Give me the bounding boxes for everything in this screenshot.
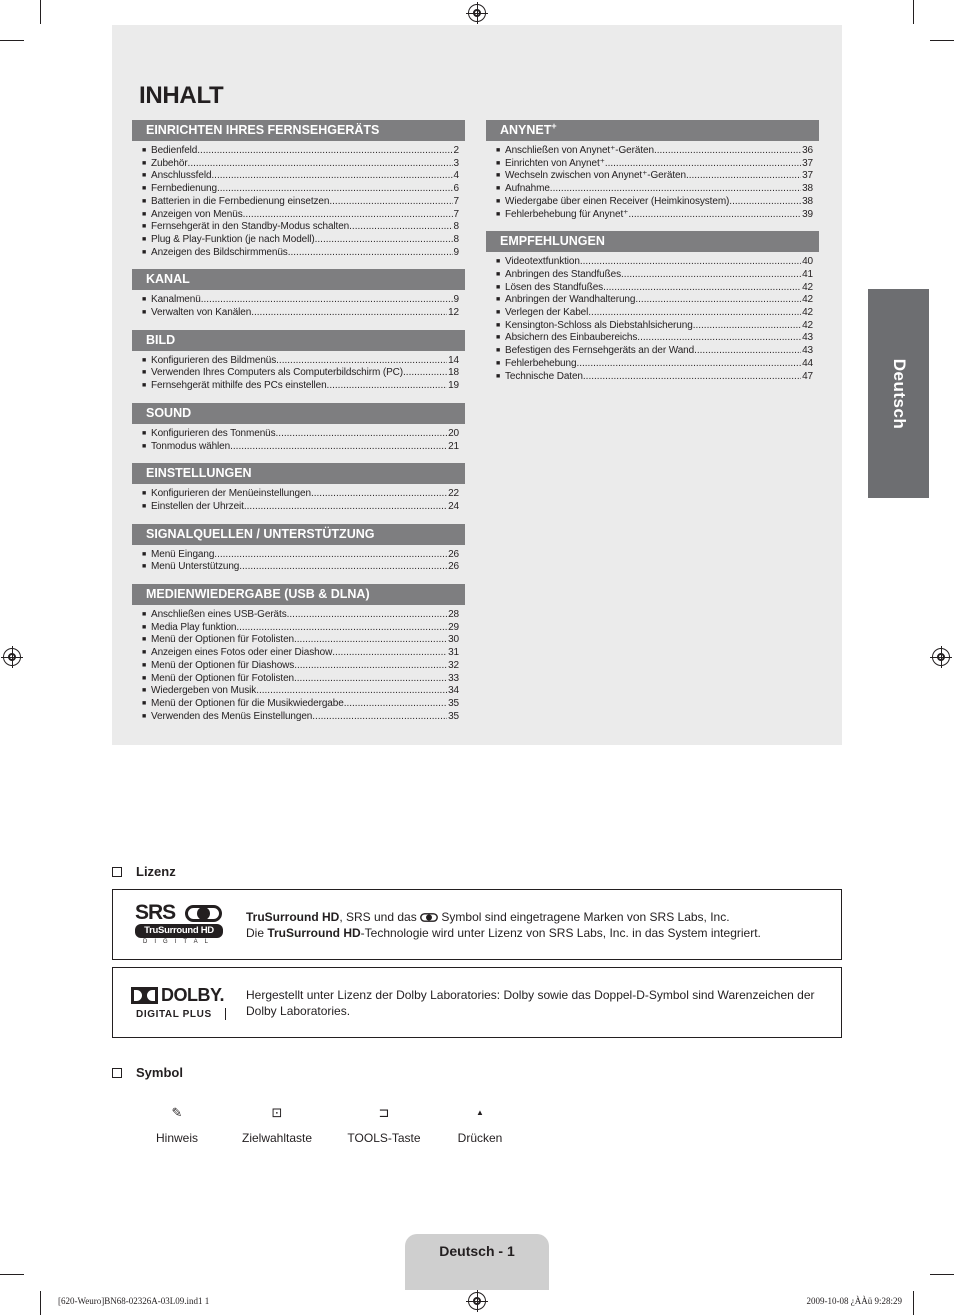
toc-section-bild [132, 330, 465, 393]
dot-leader [236, 622, 447, 635]
square-bullet-icon: ■ [496, 347, 501, 355]
toc-entry-label: Konfigurieren des Bildmenüs [151, 354, 277, 366]
toc-entry [496, 332, 813, 345]
toc-entry [142, 698, 459, 711]
toc-entry [496, 282, 813, 295]
toc-entry-page: 42 [802, 294, 813, 306]
note-icon: ✎ [171, 1105, 183, 1120]
dot-leader [693, 320, 801, 333]
toc-entry [142, 549, 459, 562]
srs-license-box [112, 889, 842, 960]
toc-entry-label: Einrichten von Anynet⁺ [505, 157, 605, 169]
square-bullet-icon: ■ [142, 636, 147, 644]
dot-leader [239, 561, 447, 574]
square-bullet-icon: ■ [142, 248, 147, 256]
dolby-license-text: Hergestellt unter Lizenz der Dolby Laboratories: Dolby sowie das Doppel-D-Symbol sind Warenzeichen der Dolby Laboratories. [246, 988, 815, 1018]
dot-leader [605, 158, 801, 171]
square-bullet-icon: ■ [142, 611, 147, 619]
toc-entry-label: Bedienfeld [151, 145, 198, 156]
dot-leader [197, 145, 452, 158]
square-bullet-icon: ■ [142, 661, 147, 669]
toc-entry [496, 145, 813, 158]
dot-leader [628, 209, 801, 222]
toc-entry [142, 622, 459, 635]
toc-entry-label: Fehlerbehebung für Anynet⁺ [505, 208, 629, 220]
symbol-item-hinweis: ✎ Hinweis [147, 1105, 207, 1145]
dot-leader [256, 685, 447, 698]
crop-mark [0, 1274, 24, 1275]
square-bullet-icon: ■ [496, 296, 501, 304]
toc-entry-page: 4 [453, 170, 459, 182]
toc-section-header: KANAL [132, 269, 465, 290]
dot-leader [588, 307, 801, 320]
checkbox-bullet-icon [112, 1068, 122, 1078]
toc-column-left [132, 120, 465, 733]
toc-entry-label: Anschlussfeld [151, 170, 212, 182]
square-bullet-icon: ■ [142, 223, 147, 231]
toc-entry-label: Fernsehgerät mithilfe des PCs einstellen [151, 380, 327, 392]
dot-leader [729, 196, 801, 209]
toc-entry [496, 320, 813, 333]
toc-entry-label: Menü der Optionen für Fotolisten [151, 634, 294, 646]
square-bullet-icon: ■ [142, 563, 147, 571]
toc-entry-page: 8 [453, 221, 459, 233]
toc-entry-label: Verwenden Ihres Computers als Computerbildschirm (PC) [151, 367, 404, 379]
square-bullet-icon: ■ [142, 429, 147, 437]
toc-column-right [486, 120, 819, 393]
square-bullet-icon: ■ [142, 235, 147, 243]
toc-entry [142, 145, 459, 158]
toc-entry-page: 14 [448, 354, 459, 366]
language-side-tab-label: Deutsch [889, 358, 909, 429]
toc-entry [142, 634, 459, 647]
toc-entry-label: Verwalten von Kanälen [151, 307, 252, 319]
toc-entry-page: 42 [802, 307, 813, 319]
toc-entry-page: 26 [448, 548, 459, 560]
toc-entry-page: 39 [802, 208, 813, 220]
toc-entry [142, 441, 459, 454]
square-bullet-icon: ■ [142, 309, 147, 317]
toc-section-einstellungen [132, 463, 465, 513]
toc-entry-page: 12 [448, 307, 459, 319]
toc-entry-label: Anschließen von Anynet⁺-Geräten [505, 145, 654, 156]
symbol-heading [112, 1065, 183, 1080]
registration-mark-icon [932, 648, 950, 666]
toc-entry [142, 501, 459, 514]
crop-mark [913, 1291, 914, 1315]
toc-entry [142, 660, 459, 673]
toc-entry-page: 9 [453, 246, 459, 258]
dot-leader [349, 221, 452, 234]
dot-leader [403, 367, 447, 380]
toc-entry-label: Media Play funktion [151, 621, 237, 633]
toc-entry-label: Kensington-Schloss als Diebstahlsicherung [505, 319, 693, 331]
toc-entry [142, 196, 459, 209]
dot-leader [251, 307, 447, 320]
toc-entry-page: 34 [448, 685, 459, 697]
registration-mark-icon [468, 1292, 486, 1310]
toc-entry [142, 170, 459, 183]
toc-entry [496, 183, 813, 196]
dot-leader [287, 609, 447, 622]
square-bullet-icon: ■ [142, 210, 147, 218]
square-bullet-icon: ■ [142, 356, 147, 364]
toc-section-sound [132, 403, 465, 453]
toc-entry-page: 33 [448, 672, 459, 684]
toc-entry-page: 2 [453, 145, 459, 156]
page-number-tab [405, 1234, 549, 1290]
toc-section-header: EINRICHTEN IHRES FERNSEHGERÄTS [132, 120, 465, 141]
crop-mark [0, 40, 24, 41]
dot-leader [635, 294, 801, 307]
dot-leader [230, 441, 447, 454]
square-bullet-icon: ■ [496, 359, 501, 367]
toc-entry-page: 31 [448, 647, 459, 659]
toc-entry-label: Fehlerbehebung [505, 357, 577, 369]
toc-entry [142, 355, 459, 368]
square-bullet-icon: ■ [496, 321, 501, 329]
toc-entry-label: Batterien in die Fernbedienung einsetzen [151, 195, 330, 207]
toc-entry [142, 158, 459, 171]
toc-entry [496, 209, 813, 222]
square-bullet-icon: ■ [496, 147, 501, 154]
toc-entry [142, 711, 459, 724]
toc-entry-label: Anschließen eines USB-Geräts [151, 609, 287, 621]
toc-section-anynet [486, 120, 819, 221]
dolby-logo-icon: DOLBY. DIGITAL PLUS [131, 986, 229, 1022]
dot-leader [294, 673, 447, 686]
toc-entry-page: 3 [453, 157, 459, 169]
square-bullet-icon: ■ [142, 490, 147, 498]
registration-mark-icon [3, 648, 21, 666]
srs-logo-icon: SRS TruSurround HD DIGITAL [135, 903, 223, 947]
dot-leader [603, 282, 801, 295]
toc-item-list [132, 484, 465, 513]
toc-entry [142, 209, 459, 222]
toc-entry-label: Wechseln zwischen von Anynet⁺-Geräten [505, 170, 686, 182]
dot-leader [311, 488, 447, 501]
toc-entry-label: Technische Daten [505, 370, 583, 382]
toc-item-list [486, 141, 819, 221]
toc-entry-label: Anzeigen von Menüs [151, 208, 243, 220]
square-bullet-icon: ■ [496, 185, 501, 193]
crop-mark [930, 40, 954, 41]
toc-entry-page: 41 [802, 268, 813, 280]
square-bullet-icon: ■ [142, 699, 147, 707]
toc-entry [142, 294, 459, 307]
toc-entry-page: 30 [448, 634, 459, 646]
dot-leader [211, 170, 452, 183]
toc-entry [142, 488, 459, 501]
toc-entry-label: Menü der Optionen für Diashows [151, 659, 295, 671]
toc-entry-page: 7 [453, 195, 459, 207]
dot-leader [332, 647, 447, 660]
dot-leader [576, 358, 801, 371]
toc-entry [496, 196, 813, 209]
dolby-license-box [112, 967, 842, 1038]
square-bullet-icon: ■ [142, 712, 147, 720]
dot-leader [344, 698, 447, 711]
toc-entry-page: 20 [448, 427, 459, 439]
toc-entry-label: Einstellen der Uhrzeit [151, 500, 244, 512]
one-touch-icon: ⊡ [271, 1105, 283, 1120]
toc-section-medienwiedergabe-usb-dlna [132, 584, 465, 723]
toc-item-list [486, 252, 819, 383]
toc-entry-label: Zubehör [151, 157, 188, 169]
srs-license-text: TruSurround HD, SRS und das Symbol sind eingetragene Marken von SRS Labs, Inc. Die TruSurround HD-Technologie wird unter Lizenz von SRS Labs, Inc. in das System integriert. [246, 910, 761, 940]
dot-leader [312, 711, 447, 724]
dot-leader [694, 345, 801, 358]
toc-item-list [132, 351, 465, 393]
toc-entry [142, 367, 459, 380]
toc-entry-label: Wiedergabe über einen Receiver (Heimkinosystem) [505, 195, 730, 207]
toc-title: INHALT [139, 82, 224, 109]
toc-entry-page: 36 [802, 145, 813, 156]
dot-leader [294, 634, 447, 647]
dot-leader [315, 234, 453, 247]
print-slug-right: 2009-10-08 ¿ÀÀü 9:28:29 [806, 1296, 902, 1306]
toc-entry-page: 35 [448, 710, 459, 722]
crop-mark [40, 0, 41, 24]
toc-entry-label: Lösen des Standfußes [505, 281, 604, 293]
square-bullet-icon: ■ [142, 369, 147, 377]
symbol-heading-text: Symbol [136, 1065, 183, 1080]
symbol-item-tools-taste: ⊐ TOOLS-Taste [342, 1105, 426, 1145]
dot-leader [214, 549, 447, 562]
press-icon: ▲ [476, 1108, 484, 1117]
toc-entry [142, 234, 459, 247]
toc-entry-label: Konfigurieren der Menüeinstellungen [151, 488, 311, 500]
toc-entry-label: Menü Unterstützung [151, 561, 240, 573]
toc-entry-page: 24 [448, 500, 459, 512]
toc-entry-label: Menü der Optionen für die Musikwiedergabe [151, 697, 344, 709]
dot-leader [327, 380, 448, 393]
toc-entry [496, 294, 813, 307]
toc-entry-label: Fernsehgerät in den Standby-Modus schalten [151, 221, 350, 233]
dot-leader [217, 183, 453, 196]
toc-entry-label: Verlegen der Kabel [505, 307, 589, 319]
toc-entry [142, 247, 459, 260]
square-bullet-icon: ■ [496, 210, 501, 218]
toc-entry [496, 256, 813, 269]
symbol-item-druecken: ▲ Drücken [451, 1105, 509, 1145]
toc-item-list [132, 290, 465, 319]
toc-entry-label: Anzeigen eines Fotos oder einer Diashow [151, 647, 333, 659]
toc-entry-page: 37 [802, 157, 813, 169]
toc-entry [496, 170, 813, 183]
toc-entry-page: 38 [802, 183, 813, 195]
toc-entry-label: Verwenden des Menüs Einstellungen [151, 710, 313, 722]
toc-entry-label: Videotextfunktion [505, 256, 580, 268]
toc-entry [496, 307, 813, 320]
toc-entry-label: Kanalmenü [151, 294, 201, 306]
dot-leader [686, 170, 801, 183]
toc-entry-label: Anbringen der Wandhalterung [505, 294, 636, 306]
toc-section-header: ANYNET+ [486, 120, 819, 141]
toc-entry-page: 29 [448, 621, 459, 633]
square-bullet-icon: ■ [142, 296, 147, 304]
toc-entry-page: 18 [448, 367, 459, 379]
toc-entry-label: Befestigen des Fernsehgeräts an der Wand [505, 345, 695, 357]
toc-entry-page: 40 [802, 256, 813, 268]
toc-entry-label: Anzeigen des Bildschirmmenüs [151, 246, 288, 258]
language-side-tab [868, 289, 929, 498]
toc-entry [496, 158, 813, 171]
square-bullet-icon: ■ [142, 185, 147, 193]
dot-leader [621, 269, 801, 282]
toc-entry-label: Fernbedienung [151, 183, 217, 195]
dot-leader [288, 247, 453, 260]
toc-section-empfehlungen [486, 231, 819, 383]
toc-entry-page: 37 [802, 170, 813, 182]
toc-entry-page: 6 [453, 183, 459, 195]
toc-entry-page: 47 [802, 370, 813, 382]
toc-entry [142, 673, 459, 686]
toc-item-list [132, 545, 465, 574]
toc-entry [496, 345, 813, 358]
checkbox-bullet-icon [112, 867, 122, 877]
toc-entry-page: 7 [453, 208, 459, 220]
square-bullet-icon: ■ [496, 258, 501, 266]
toc-entry-label: Konfigurieren des Tonmenüs [151, 427, 276, 439]
crop-mark [913, 0, 914, 24]
toc-entry-page: 44 [802, 357, 813, 369]
toc-entry-page: 22 [448, 488, 459, 500]
dot-leader [244, 501, 447, 514]
toc-section-header: SOUND [132, 403, 465, 424]
dot-leader [580, 256, 801, 269]
toc-entry-page: 26 [448, 561, 459, 573]
symbol-item-zielwahltaste: ⊡ Zielwahltaste [237, 1105, 317, 1145]
registration-mark-icon [468, 4, 486, 22]
toc-entry-page: 28 [448, 609, 459, 621]
tools-icon: ⊐ [378, 1105, 390, 1120]
toc-section-kanal [132, 269, 465, 319]
dot-leader [276, 355, 447, 368]
square-bullet-icon: ■ [496, 334, 501, 342]
toc-entry-page: 21 [448, 440, 459, 452]
toc-entry-label: Menü Eingang [151, 548, 215, 560]
toc-entry-page: 9 [453, 294, 459, 306]
square-bullet-icon: ■ [496, 172, 501, 180]
toc-entry [496, 371, 813, 384]
square-bullet-icon: ■ [142, 442, 147, 450]
toc-entry-page: 19 [448, 380, 459, 392]
toc-section-header: EINSTELLUNGEN [132, 463, 465, 484]
square-bullet-icon: ■ [142, 674, 147, 682]
crop-mark [930, 1274, 954, 1275]
toc-entry-label: Anbringen des Standfußes [505, 268, 622, 280]
toc-entry [496, 269, 813, 282]
toc-entry-label: Tonmodus wählen [151, 440, 231, 452]
dot-leader [188, 158, 453, 171]
toc-entry-label: Menü der Optionen für Fotolisten [151, 672, 294, 684]
dot-leader [550, 183, 801, 196]
srs-symbol-icon [420, 913, 438, 922]
toc-entry-label: Aufnahme [505, 183, 550, 195]
toc-entry-label: Absichern des Einbaubereichs [505, 332, 638, 344]
dot-leader [583, 371, 801, 384]
toc-entry [142, 609, 459, 622]
toc-entry [142, 428, 459, 441]
toc-item-list [132, 141, 465, 259]
square-bullet-icon: ■ [496, 197, 501, 205]
square-bullet-icon: ■ [496, 283, 501, 291]
square-bullet-icon: ■ [142, 159, 147, 167]
square-bullet-icon: ■ [142, 687, 147, 695]
toc-entry [142, 380, 459, 393]
toc-entry-page: 32 [448, 659, 459, 671]
toc-entry-label: Plug & Play-Funktion (je nach Modell) [151, 233, 315, 245]
toc-item-list [132, 424, 465, 453]
toc-entry-page: 38 [802, 195, 813, 207]
toc-section-header: MEDIENWIEDERGABE (USB & DLNA) [132, 584, 465, 605]
square-bullet-icon: ■ [496, 309, 501, 317]
square-bullet-icon: ■ [496, 270, 501, 278]
toc-entry-page: 35 [448, 697, 459, 709]
dot-leader [654, 145, 801, 158]
toc-entry [142, 221, 459, 234]
toc-entry-page: 43 [802, 332, 813, 344]
square-bullet-icon: ■ [496, 372, 501, 380]
toc-section-signalquellen-unterstutzung [132, 524, 465, 574]
toc-entry [142, 183, 459, 196]
square-bullet-icon: ■ [496, 159, 501, 167]
toc-entry-page: 43 [802, 345, 813, 357]
square-bullet-icon: ■ [142, 147, 147, 154]
toc-entry-label: Wiedergeben von Musik [151, 685, 257, 697]
print-slug-left: [620-Weuro]BN68-02326A-03L09.ind1 1 [58, 1296, 210, 1306]
lizenz-heading-text: Lizenz [136, 864, 176, 879]
toc-section-einrichten-ihres-fernsehgerats [132, 120, 465, 259]
square-bullet-icon: ■ [142, 502, 147, 510]
crop-mark [40, 1291, 41, 1315]
toc-item-list [132, 605, 465, 723]
toc-entry [496, 358, 813, 371]
toc-entry [142, 685, 459, 698]
dot-leader [243, 209, 453, 222]
toc-section-header: EMPFEHLUNGEN [486, 231, 819, 252]
dot-leader [637, 332, 801, 345]
dot-leader [329, 196, 452, 209]
toc-entry-page: 42 [802, 281, 813, 293]
square-bullet-icon: ■ [142, 550, 147, 558]
square-bullet-icon: ■ [142, 649, 147, 657]
toc-entry-page: 8 [453, 233, 459, 245]
toc-entry [142, 647, 459, 660]
square-bullet-icon: ■ [142, 382, 147, 390]
lizenz-heading [112, 864, 176, 879]
toc-entry [142, 307, 459, 320]
toc-entry [142, 561, 459, 574]
toc-section-header: BILD [132, 330, 465, 351]
square-bullet-icon: ■ [142, 623, 147, 631]
page-number: Deutsch - 1 [439, 1243, 515, 1259]
square-bullet-icon: ■ [142, 197, 147, 205]
dot-leader [201, 294, 453, 307]
dot-leader [276, 428, 448, 441]
square-bullet-icon: ■ [142, 172, 147, 180]
dot-leader [294, 660, 447, 673]
toc-section-header: SIGNALQUELLEN / UNTERSTÜTZUNG [132, 524, 465, 545]
toc-entry-page: 42 [802, 319, 813, 331]
